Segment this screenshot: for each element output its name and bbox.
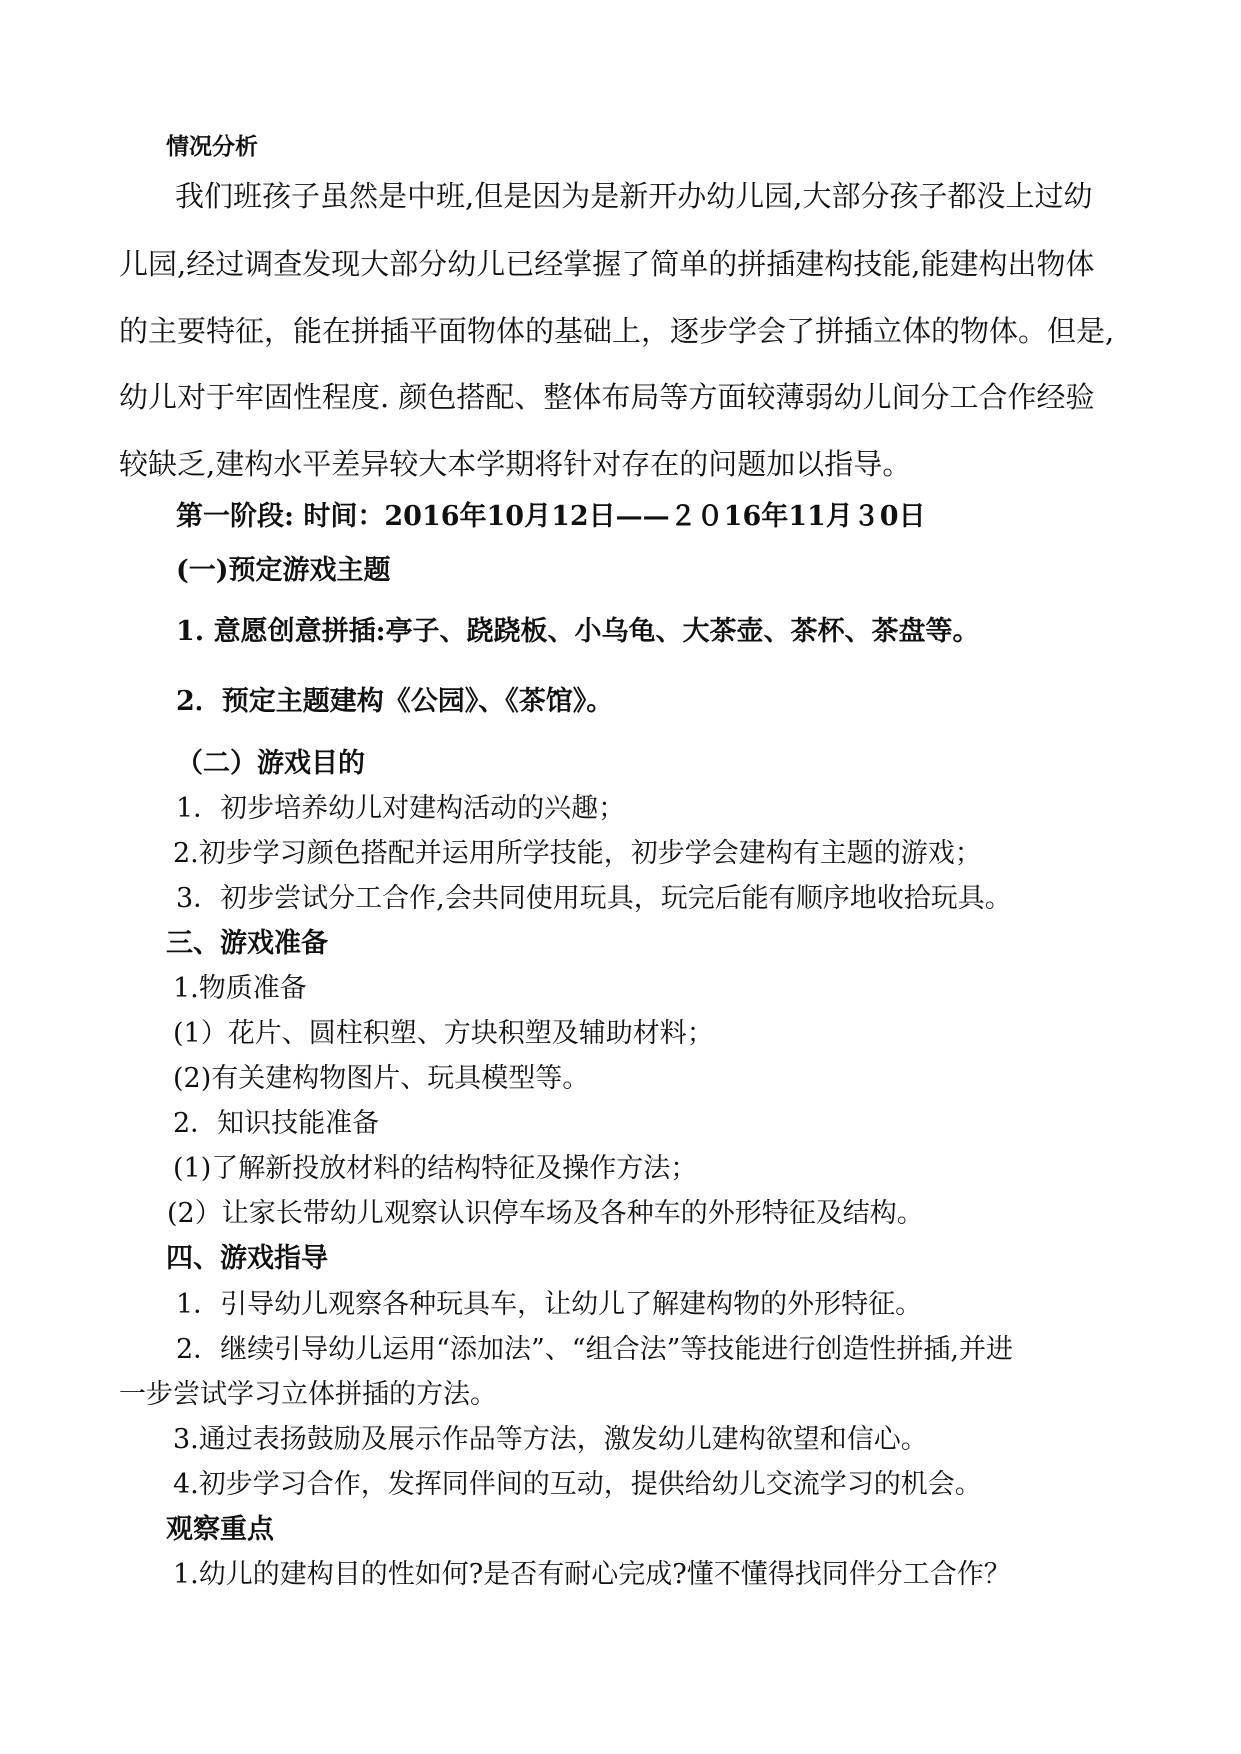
situation-line: 较缺乏,建构水平差异较大本学期将针对存在的问题加以指导。 (119, 447, 912, 481)
preparation-item: (2）让家长带幼儿观察认识停车场及各种车的外形特征及结构。 (167, 1198, 924, 1229)
goals-item: 3．初步尝试分工合作,会共同使用玩具，玩完后能有顺序地收拾玩具。 (176, 883, 1012, 914)
guidance-item: 1．引导幼儿观察各种玩具车，让幼儿了解建构物的外形特征。 (176, 1289, 923, 1320)
goals-item: 2.初步学习颜色搭配并运用所学技能，初步学会建构有主题的游戏； (173, 838, 982, 869)
situation-line: 儿园,经过调查发现大部分幼儿已经掌握了简单的拼插建构技能,能建构出物体 (119, 247, 1095, 281)
stage-one-heading: 第一阶段: 时间：2016年10月12日——２０16年11月３0日 (176, 501, 926, 532)
guidance-item: 2．继续引导幼儿运用“添加法”、“组合法”等技能进行创造性拼插,并进 (176, 1334, 1013, 1365)
themes-item: 2．预定主题建构《公园》、《茶馆》。 (176, 686, 614, 717)
situation-line: 我们班孩子虽然是中班,但是因为是新开办幼儿园,大部分孩子都没上过幼 (175, 179, 1093, 213)
preparation-item: 2．知识技能准备 (173, 1108, 380, 1139)
preparation-item: (1)了解新投放材料的结构特征及操作方法； (173, 1153, 698, 1184)
goals-item: 1．初步培养幼儿对建构活动的兴趣； (176, 793, 626, 824)
guidance-item: 3.通过表扬鼓励及展示作品等方法，激发幼儿建构欲望和信心。 (173, 1424, 928, 1455)
preparation-item: (2)有关建构物图片、玩具模型等。 (173, 1063, 590, 1094)
guidance-item: 4.初步学习合作，发挥同伴间的互动，提供给幼儿交流学习的机会。 (173, 1469, 982, 1500)
themes-heading: (一)预定游戏主题 (176, 555, 391, 586)
situation-line: 幼儿对于牢固性程度. 颜色搭配、整体布局等方面较薄弱幼儿间分工合作经验 (119, 380, 1095, 414)
observation-item: 1.幼儿的建构目的性如何?是否有耐心完成?懂不懂得找同伴分工合作？ (173, 1559, 1011, 1590)
preparation-heading: 三、游戏准备 (166, 928, 328, 959)
situation-line: 的主要特征，能在拼插平面物体的基础上，逐步学会了拼插立体的物体。但是, (119, 314, 1115, 348)
guidance-item: 一步尝试学习立体拼插的方法。 (119, 1379, 497, 1410)
goals-heading: （二）游戏目的 (176, 748, 365, 779)
situation-heading: 情况分析 (166, 133, 258, 160)
preparation-item: 1.物质准备 (173, 973, 307, 1004)
themes-item: 1. 意愿创意拼插:亭子、跷跷板、小乌龟、大茶壶、茶杯、茶盘等。 (176, 616, 980, 647)
observation-heading: 观察重点 (166, 1514, 274, 1545)
preparation-item: (1）花片、圆柱积塑、方块积塑及辅助材料； (173, 1018, 714, 1049)
guidance-heading: 四、游戏指导 (166, 1243, 328, 1274)
